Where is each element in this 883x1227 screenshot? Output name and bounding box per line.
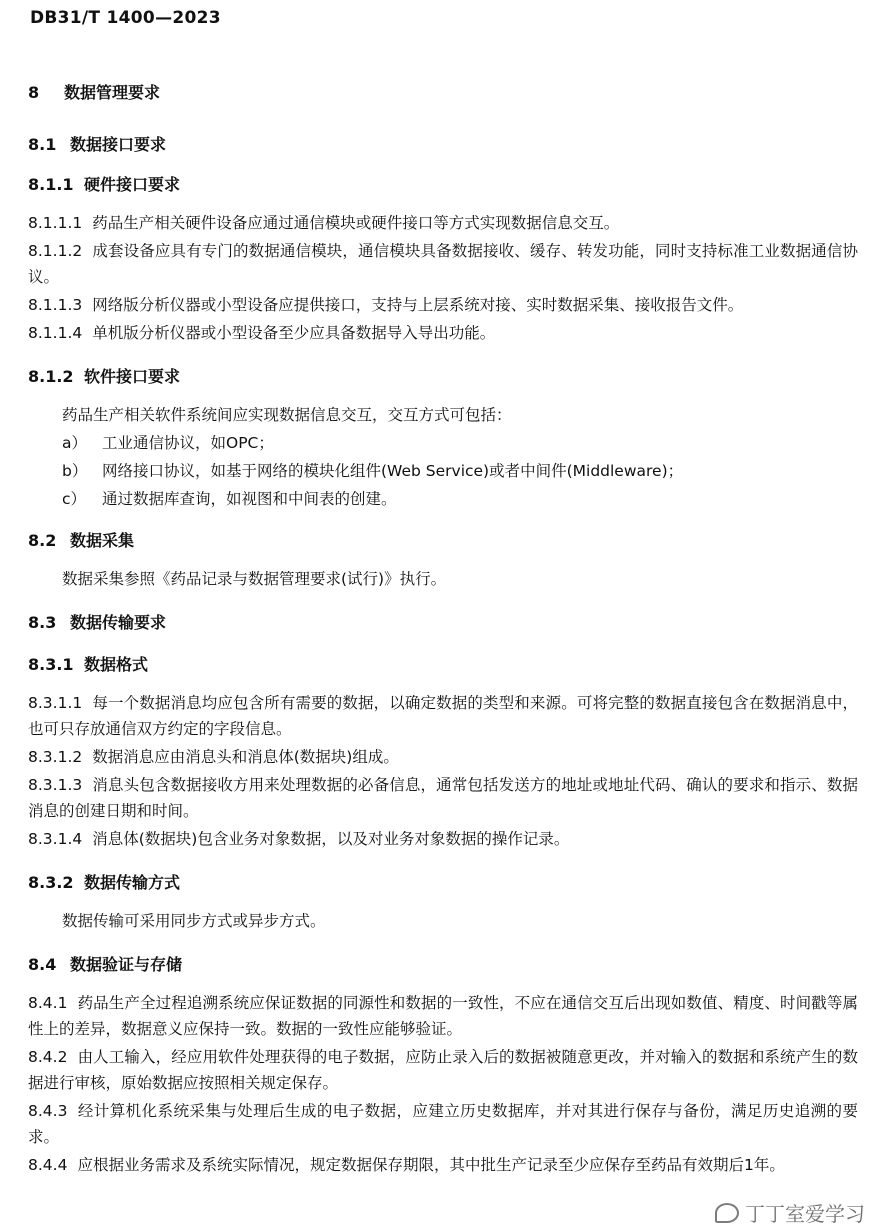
- list-text: 工业通信协议，如OPC；: [102, 434, 274, 452]
- clause-text: 应根据业务需求及系统实际情况，规定数据保存期限，其中批生产记录至少应保存至药品有效期后1年。: [77, 1156, 785, 1174]
- section-number: 8.1.1: [28, 175, 74, 194]
- clause-8-4-1: [28, 990, 858, 1042]
- section-title: 数据传输方式: [84, 873, 181, 892]
- standard-code-header: DB31/T 1400—2023: [30, 8, 221, 28]
- list-item-c: [62, 486, 397, 512]
- clause-text: 由人工输入，经应用软件处理获得的电子数据，应防止录入后的数据被随意更改，并对输入的数据和系统产生的数据进行审核，原始数据应按照相关规定保存。: [28, 1048, 858, 1092]
- clause-text: 成套设备应具有专门的数据通信模块，通信模块具备数据接收、缓存、转发功能，同时支持标准工业数据通信协议。: [28, 242, 858, 286]
- clause-text: 每一个数据消息均应包含所有需要的数据，以确定数据的类型和来源。可将完整的数据直接包含在数据消息中，也可只存放通信双方约定的字段信息。: [28, 694, 858, 738]
- section-title: 数据采集: [70, 531, 135, 550]
- clause-text: 消息头包含数据接收方用来处理数据的必备信息，通常包括发送方的地址或地址代码、确认的要求和指示、数据消息的创建日期和时间。: [28, 776, 858, 820]
- clause-8-4-3: [28, 1098, 858, 1150]
- section-number: 8.1: [28, 135, 57, 154]
- section-title: 数据传输要求: [70, 613, 167, 632]
- clause-text: 网络版分析仪器或小型设备应提供接口，支持与上层系统对接、实时数据采集、接收报告文件。: [92, 296, 744, 314]
- list-text: 网络接口协议，如基于网络的模块化组件(Web Service)或者中间件(Middleware)；: [102, 462, 684, 480]
- clause-text: 药品生产全过程追溯系统应保证数据的同源性和数据的一致性，不应在通信交互后出现如数值、精度、时间戳等属性上的差异，数据意义应保持一致。数据的一致性应能够验证。: [28, 994, 858, 1038]
- clause-number: 8.1.1.2: [28, 242, 83, 260]
- paragraph-8-1-2-intro: 药品生产相关软件系统间应实现数据信息交互，交互方式可包括：: [62, 406, 512, 424]
- section-8-3-1-heading: [28, 652, 148, 675]
- clause-8-3-1-3: [28, 772, 858, 824]
- section-8-3-heading: [28, 610, 166, 633]
- clause-number: 8.4.1: [28, 994, 68, 1012]
- clause-8-1-1-3: [28, 292, 858, 318]
- paragraph-8-3-2: 数据传输可采用同步方式或异步方式。: [62, 912, 326, 930]
- clause-number: 8.3.1.2: [28, 748, 83, 766]
- clause-8-4-4: [28, 1152, 858, 1178]
- clause-text: 数据消息应由消息头和消息体(数据块)组成。: [92, 748, 399, 766]
- section-title: 数据管理要求: [64, 83, 161, 102]
- clause-8-1-1-4: [28, 320, 858, 346]
- clause-number: 8.3.1.1: [28, 694, 83, 712]
- clause-8-3-1-2: [28, 744, 858, 770]
- section-number: 8.3: [28, 613, 57, 632]
- section-8-heading: [28, 80, 160, 103]
- clause-number: 8.3.1.3: [28, 776, 83, 794]
- watermark: [715, 1198, 865, 1227]
- clause-text: 消息体(数据块)包含业务对象数据，以及对业务对象数据的操作记录。: [92, 830, 570, 848]
- section-8-1-1-heading: [28, 172, 180, 195]
- section-8-4-heading: [28, 952, 182, 975]
- list-item-a: [62, 430, 274, 456]
- clause-text: 药品生产相关硬件设备应通过通信模块或硬件接口等方式实现数据信息交互。: [92, 214, 620, 232]
- clause-8-3-1-1: [28, 690, 858, 742]
- paragraph-8-2: 数据采集参照《药品记录与数据管理要求(试行)》执行。: [62, 570, 447, 588]
- section-title: 数据接口要求: [70, 135, 167, 154]
- section-number: 8.3.1: [28, 655, 74, 674]
- section-8-1-2-heading: [28, 364, 180, 387]
- clause-number: 8.4.4: [28, 1156, 68, 1174]
- section-number: 8.2: [28, 531, 57, 550]
- section-8-3-2-heading: [28, 870, 180, 893]
- section-title: 数据格式: [84, 655, 149, 674]
- section-8-2-heading: [28, 528, 134, 551]
- clause-number: 8.1.1.4: [28, 324, 83, 342]
- clause-number: 8.4.3: [28, 1102, 68, 1120]
- clause-8-4-2: [28, 1044, 858, 1096]
- clause-8-3-1-4: [28, 826, 858, 852]
- clause-number: 8.1.1.3: [28, 296, 83, 314]
- section-number: 8: [28, 83, 40, 102]
- list-marker: b）: [62, 462, 88, 480]
- list-item-b: [62, 458, 683, 484]
- section-number: 8.3.2: [28, 873, 74, 892]
- clause-8-1-1-1: [28, 210, 858, 236]
- section-title: 软件接口要求: [84, 367, 181, 386]
- section-number: 8.4: [28, 955, 57, 974]
- list-marker: c）: [62, 490, 87, 508]
- section-title: 硬件接口要求: [84, 175, 181, 194]
- section-8-1-heading: [28, 132, 166, 155]
- clause-number: 8.1.1.1: [28, 214, 83, 232]
- section-number: 8.1.2: [28, 367, 74, 386]
- clause-8-1-1-2: [28, 238, 858, 290]
- watermark-text: 丁丁室爱学习: [745, 1202, 865, 1226]
- section-title: 数据验证与存储: [70, 955, 183, 974]
- wechat-icon: [715, 1203, 739, 1223]
- clause-number: 8.4.2: [28, 1048, 68, 1066]
- clause-text: 经计算机化系统采集与处理后生成的电子数据，应建立历史数据库，并对其进行保存与备份，满足历史追溯的要求。: [28, 1102, 858, 1146]
- list-text: 通过数据库查询，如视图和中间表的创建。: [102, 490, 397, 508]
- clause-text: 单机版分析仪器或小型设备至少应具备数据导入导出功能。: [92, 324, 496, 342]
- clause-number: 8.3.1.4: [28, 830, 83, 848]
- list-marker: a）: [62, 434, 87, 452]
